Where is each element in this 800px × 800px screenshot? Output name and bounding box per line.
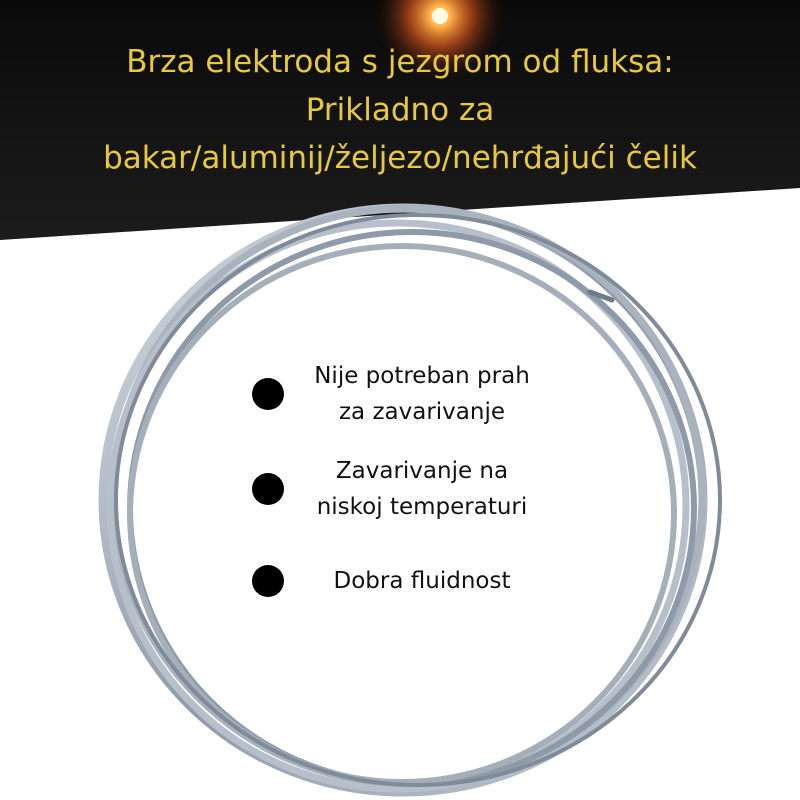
title-line-2: Prikladno za bbox=[305, 92, 495, 128]
product-title bbox=[0, 38, 800, 182]
feature-line-1: Nije potreban prah bbox=[314, 363, 530, 389]
feature-line-1: Zavarivanje na bbox=[335, 458, 509, 484]
feature-low-temperature bbox=[240, 454, 560, 524]
feature-no-powder bbox=[240, 359, 560, 429]
feature-line-2: niskoj temperaturi bbox=[316, 494, 528, 520]
bullet-dot-icon bbox=[252, 565, 284, 597]
bullet-dot-icon bbox=[252, 378, 284, 410]
feature-fluidity bbox=[240, 546, 560, 616]
feature-text bbox=[284, 359, 560, 429]
feature-line-2: za zavarivanje bbox=[338, 399, 506, 425]
title-line-1: Brza elektroda s jezgrom od fluksa: bbox=[126, 44, 674, 80]
feature-text bbox=[284, 546, 560, 616]
title-line-3: bakar/aluminij/željezo/nehrđajući čelik bbox=[103, 140, 697, 176]
feature-line-1: Dobra fluidnost bbox=[333, 568, 511, 594]
feature-text bbox=[284, 454, 560, 524]
bullet-dot-icon bbox=[252, 473, 284, 505]
